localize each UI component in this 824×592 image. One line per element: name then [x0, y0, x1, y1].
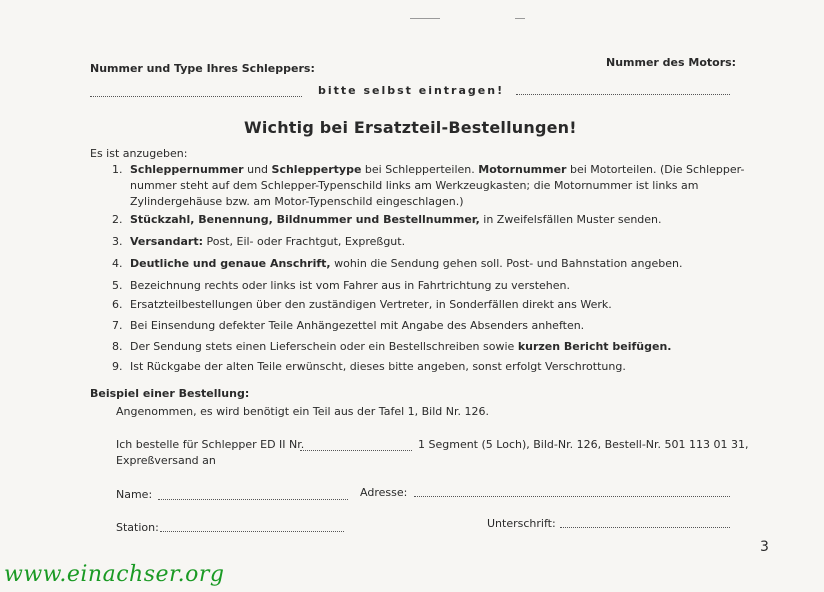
name-field[interactable]: [158, 489, 348, 500]
item-text: bei Motorteilen. (Die Schlepper-: [566, 163, 745, 176]
item-bold: Schleppernummer: [130, 163, 244, 176]
engine-number-field[interactable]: [516, 84, 730, 95]
fill-in-hint: bitte selbst eintragen!: [318, 84, 505, 97]
station-field[interactable]: [160, 521, 344, 532]
item-bold: Stückzahl, Benennung, Bildnummer und Bestellnummer,: [130, 213, 480, 226]
item-text: Ist Rückgabe der alten Teile erwünscht, dieses bitte angeben, sonst erfolgt Verschrottung.: [130, 360, 626, 373]
item-number: 3.: [112, 235, 123, 248]
station-label: Station:: [116, 521, 159, 534]
item-bold: Deutliche und genaue Anschrift,: [130, 257, 331, 270]
list-item: [112, 234, 405, 250]
item-text: in Zweifelsfällen Muster senden.: [479, 213, 662, 226]
item-bold: Motornummer: [478, 163, 567, 176]
item-number: 1.: [112, 163, 123, 176]
list-item: [112, 339, 671, 355]
item-bold: kurzen Bericht beifügen.: [517, 340, 672, 353]
list-item: [112, 297, 612, 313]
list-item: [112, 212, 662, 228]
item-bold: Schleppertype: [271, 163, 362, 176]
list-item: [112, 256, 682, 272]
top-mark: [410, 18, 440, 19]
example-shipping: Expreßversand an: [116, 454, 216, 467]
item-text: Der Sendung stets einen Lieferschein oder ein Bestellschreiben sowie: [130, 340, 518, 353]
item-text: Post, Eil- oder Frachtgut, Expreßgut.: [202, 235, 406, 248]
tractor-serial-field[interactable]: [300, 440, 412, 451]
signature-field[interactable]: [560, 517, 730, 528]
example-order-line: Ich bestelle für Schlepper ED II Nr.: [116, 438, 305, 451]
item-number: 5.: [112, 279, 123, 292]
address-label: Adresse:: [360, 486, 408, 499]
page-number: 3: [760, 539, 769, 555]
address-field[interactable]: [414, 486, 730, 497]
item-number: 6.: [112, 298, 123, 311]
item-continuation: Zylindergehäuse bzw. am Motor-Typenschild eingeschlagen.): [130, 195, 464, 208]
watermark-text: www.einachser.org: [4, 562, 225, 587]
item-number: 9.: [112, 360, 123, 373]
item-number: 4.: [112, 257, 123, 270]
item-number: 2.: [112, 213, 123, 226]
tractor-number-field[interactable]: [90, 86, 302, 97]
item-number: 8.: [112, 340, 123, 353]
item-text: wohin die Sendung gehen soll. Post- und Bahnstation angeben.: [330, 257, 683, 270]
page-title: Wichtig bei Ersatzteil-Bestellungen!: [244, 118, 577, 137]
name-label: Name:: [116, 488, 153, 501]
tractor-number-label: Nummer und Type Ihres Schleppers:: [90, 62, 315, 75]
item-text: Bei Einsendung defekter Teile Anhängezettel mit Angabe des Absenders anheften.: [130, 319, 585, 332]
list-item: [112, 162, 744, 178]
item-text: und: [243, 163, 272, 176]
item-number: 7.: [112, 319, 123, 332]
signature-label: Unterschrift:: [487, 517, 556, 530]
item-continuation: nummer steht auf dem Schlepper-Typenschild links am Werkzeugkasten; die Motornummer ist links am: [130, 179, 699, 192]
example-order-detail: 1 Segment (5 Loch), Bild-Nr. 126, Bestell-Nr. 501 113 01 31,: [418, 438, 749, 451]
item-bold: Versandart:: [130, 235, 203, 248]
engine-number-label: Nummer des Motors:: [606, 56, 737, 69]
list-item: [112, 359, 626, 375]
list-item: [112, 318, 584, 334]
list-item: [112, 278, 570, 294]
item-text: bei Schlepperteilen.: [361, 163, 479, 176]
example-assumption: Angenommen, es wird benötigt ein Teil aus der Tafel 1, Bild Nr. 126.: [116, 405, 489, 418]
top-mark: [515, 18, 525, 19]
item-text: Ersatzteilbestellungen über den zuständigen Vertreter, in Sonderfällen direkt ans Werk.: [130, 298, 612, 311]
intro-text: Es ist anzugeben:: [90, 147, 188, 160]
example-heading: Beispiel einer Bestellung:: [90, 387, 250, 400]
item-text: Bezeichnung rechts oder links ist vom Fahrer aus in Fahrtrichtung zu verstehen.: [130, 279, 570, 292]
